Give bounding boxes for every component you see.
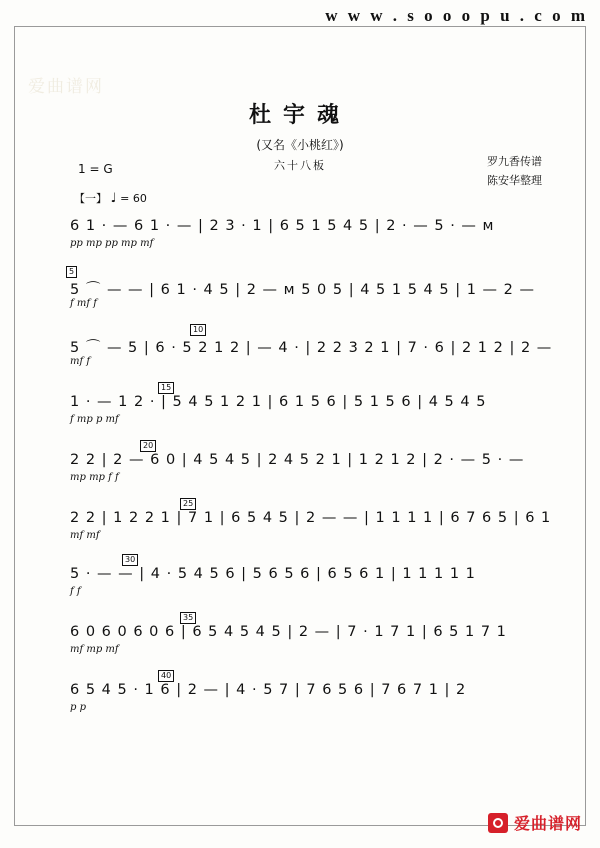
- bar-number: 35: [180, 612, 196, 624]
- notation-line: 6 5 4 5 · 1 6 | 2 — | 4 · 5 7 | 7 6 5 6 | 7 6 7 1 | 2: [70, 682, 467, 698]
- section-mark: 【一】: [74, 192, 107, 205]
- notation-line: 5 ⌒ — 5 | 6 · 5 2 1 2 | — 4 · | 2 2 3 2 1 | 7 · 6 | 2 1 2 | 2 —: [70, 340, 553, 356]
- dynamics-line: mf f: [70, 356, 91, 367]
- corner-watermark: 爱曲谱网: [28, 77, 104, 97]
- notation-line: 1 · — 1 2 · | 5 4 5 1 2 1 | 6 1 5 6 | 5 1 5 6 | 4 5 4 5: [70, 394, 487, 410]
- form-label: 六十八板: [274, 159, 326, 172]
- notation-line: 6 0 6 0 6 0 6 | 6 5 4 5 4 5 | 2 — | 7 · 1 7 1 | 6 5 1 7 1: [70, 624, 507, 640]
- bar-number: 15: [158, 382, 174, 394]
- staff-system: [70, 325, 553, 376]
- dynamics-line: mf mp mf: [70, 644, 119, 655]
- bar-number: 25: [180, 498, 196, 510]
- notation-line: 2 2 | 2 — 6 0 | 4 5 4 5 | 2 4 5 2 1 | 1 2 1 2 | 2 · — 5 · —: [70, 452, 525, 468]
- dynamics-line: mf mf: [70, 530, 100, 541]
- notation-line: 6 1 · — 6 1 · — | 2 3 · 1 | 6 5 1 5 4 5 | 2 · — 5 · — ᴍ: [70, 218, 495, 234]
- dynamics-line: f mf f: [70, 298, 97, 309]
- staff-system: [70, 613, 540, 664]
- staff-system: [70, 212, 540, 258]
- logo-icon: [488, 813, 508, 833]
- staff-system: [70, 383, 540, 434]
- logo-label: 爱曲谱网: [513, 814, 582, 833]
- notation-line: 2 2 | 1 2 2 1 | 7 1 | 6 5 4 5 | 2 — — | 1 1 1 1 | 6 7 6 5 | 6 1: [70, 510, 552, 526]
- notation-line: 5 ⌒ — — | 6 1 · 4 5 | 2 — ᴍ 5 0 5 | 4 5 1 5 4 5 | 1 — 2 —: [70, 282, 535, 298]
- credits: [487, 152, 542, 190]
- dynamics-line: p p: [70, 702, 86, 713]
- staff-system: [70, 555, 540, 606]
- credit-line-2: 陈安华整理: [487, 174, 542, 187]
- bar-number: 20: [140, 440, 156, 452]
- site-url-watermark: w w w . s o o o p u . c o m: [325, 6, 588, 25]
- dynamics-line: f mp p mf: [70, 414, 119, 425]
- bar-number: 30: [122, 554, 138, 566]
- tempo-value: = 60: [120, 192, 147, 205]
- site-footer-logo[interactable]: [488, 811, 582, 834]
- dynamics-line: pp mp pp mp mf: [70, 238, 154, 249]
- bar-number: 40: [158, 670, 174, 682]
- notation-line: 5 · — — | 4 · 5 4 5 6 | 5 6 5 6 | 6 5 6 1 | 1 1 1 1 1: [70, 566, 476, 582]
- quarter-note-icon: ♩: [110, 191, 117, 206]
- page-title: 杜宇魂: [248, 103, 351, 128]
- staff-system: [70, 441, 540, 492]
- dynamics-line: mp mp f f: [70, 472, 119, 483]
- alternate-title: (又名《小桃红》): [256, 138, 344, 152]
- key-signature: 1 = G: [78, 162, 113, 176]
- credit-line-1: 罗九香传谱: [487, 155, 542, 168]
- bar-number: 10: [190, 324, 206, 336]
- staff-system: [70, 671, 540, 722]
- bar-number: 5: [66, 266, 77, 278]
- staff-system: [70, 499, 552, 550]
- tempo-marking: [74, 190, 147, 206]
- staff-system: [69, 267, 540, 318]
- dynamics-line: f f: [70, 586, 81, 597]
